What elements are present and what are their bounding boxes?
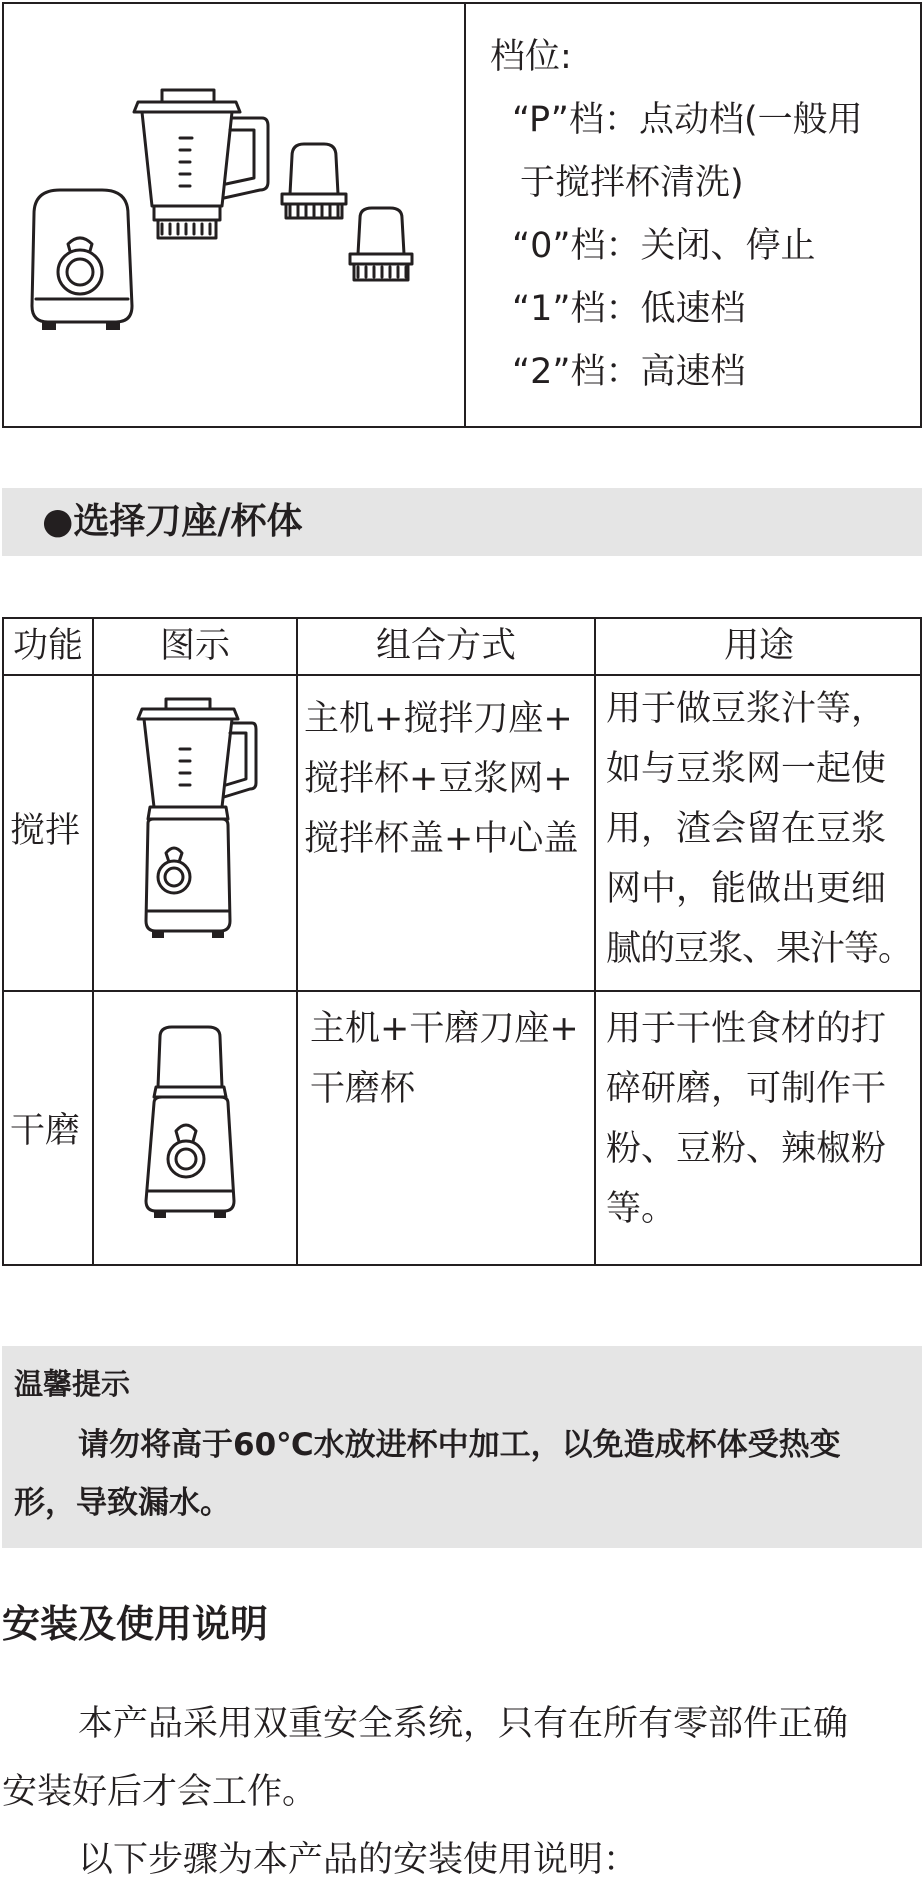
table-row1-function: 搅拌	[10, 811, 81, 851]
table-row2-combination	[310, 999, 579, 1119]
install-para1-line1: 本产品采用双重安全系统，只有在所有零部件正确	[78, 1704, 849, 1744]
section-choose-bar	[2, 488, 922, 556]
gear-line-2: “2”档：高速档	[512, 352, 746, 392]
usage-line: 网中，能做出更细	[606, 869, 887, 909]
table-col-divider	[594, 619, 596, 1264]
usage-line: 如与豆浆网一起使	[606, 749, 887, 789]
table-row-divider	[4, 674, 920, 676]
install-paragraphs	[2, 1690, 922, 1894]
gear-line-p: “P”档：点动档(一般用	[512, 100, 863, 140]
combination-table	[2, 617, 922, 1266]
usage-line: 用于做豆浆汁等，	[606, 689, 887, 729]
usage-line: 粉、豆粉、辣椒粉	[606, 1129, 887, 1169]
gear-line-p-cont: 于搅拌杯清洗)	[520, 163, 744, 203]
usage-line: 用，渣会留在豆浆	[606, 809, 887, 849]
usage-line: 等。	[606, 1189, 677, 1229]
table-col-divider	[92, 619, 94, 1264]
install-para1-line2: 安装好后才会工作。	[2, 1772, 318, 1812]
usage-line: 碎研磨，可制作干	[606, 1069, 887, 1109]
table-header-diagram: 图示	[159, 626, 230, 666]
install-heading: 安装及使用说明	[2, 1602, 269, 1646]
gear-panel	[2, 2, 922, 428]
grinder-assembly-illustration	[134, 1023, 254, 1243]
table-row1-combination	[304, 689, 578, 869]
table-col-divider	[296, 619, 298, 1264]
table-row2-function: 干磨	[10, 1111, 81, 1151]
section-choose-title: ●选择刀座/杯体	[42, 501, 303, 542]
table-row2-usage	[606, 999, 886, 1239]
blender-set-illustration	[24, 94, 464, 394]
combination-line: 主机+搅拌刀座+	[304, 699, 573, 739]
combination-line: 搅拌杯盖+中心盖	[304, 819, 579, 859]
gear-line-1: “1”档：低速档	[512, 289, 746, 329]
gear-title: 档位:	[490, 37, 572, 77]
table-header-function: 功能	[12, 626, 83, 666]
warm-tip-title: 温馨提示	[14, 1367, 131, 1401]
blender-jug-assembly-illustration	[130, 699, 250, 959]
combination-line: 搅拌杯+豆浆网+	[304, 759, 573, 799]
combination-line: 干磨杯	[310, 1069, 416, 1109]
usage-line: 腻的豆浆、果汁等。	[606, 929, 913, 969]
warm-tip-line-1: 请勿将高于60℃水放进杯中加工，以免造成杯体受热变	[78, 1427, 841, 1463]
gear-settings-text	[490, 26, 920, 404]
combination-line: 主机+干磨刀座+	[310, 1009, 579, 1049]
table-row1-usage	[606, 679, 912, 979]
warm-tip-box	[2, 1346, 922, 1548]
motor-base-drawing	[32, 190, 132, 330]
gear-line-0: “0”档：关闭、停止	[512, 226, 816, 266]
gear-panel-divider	[464, 4, 466, 426]
warm-tip-body	[14, 1416, 914, 1532]
table-header-combination: 组合方式	[375, 626, 516, 666]
table-row-divider	[4, 990, 920, 992]
install-para2: 以下步骤为本产品的安装使用说明：	[78, 1840, 639, 1880]
warm-tip-line-2: 形，导致漏水。	[14, 1485, 231, 1521]
usage-line: 用于干性食材的打	[606, 1009, 887, 1049]
grinder-cup-drawing-2	[350, 208, 412, 280]
blender-jug-drawing	[134, 90, 268, 238]
grinder-cup-drawing-1	[282, 144, 346, 218]
table-header-usage: 用途	[723, 626, 794, 666]
